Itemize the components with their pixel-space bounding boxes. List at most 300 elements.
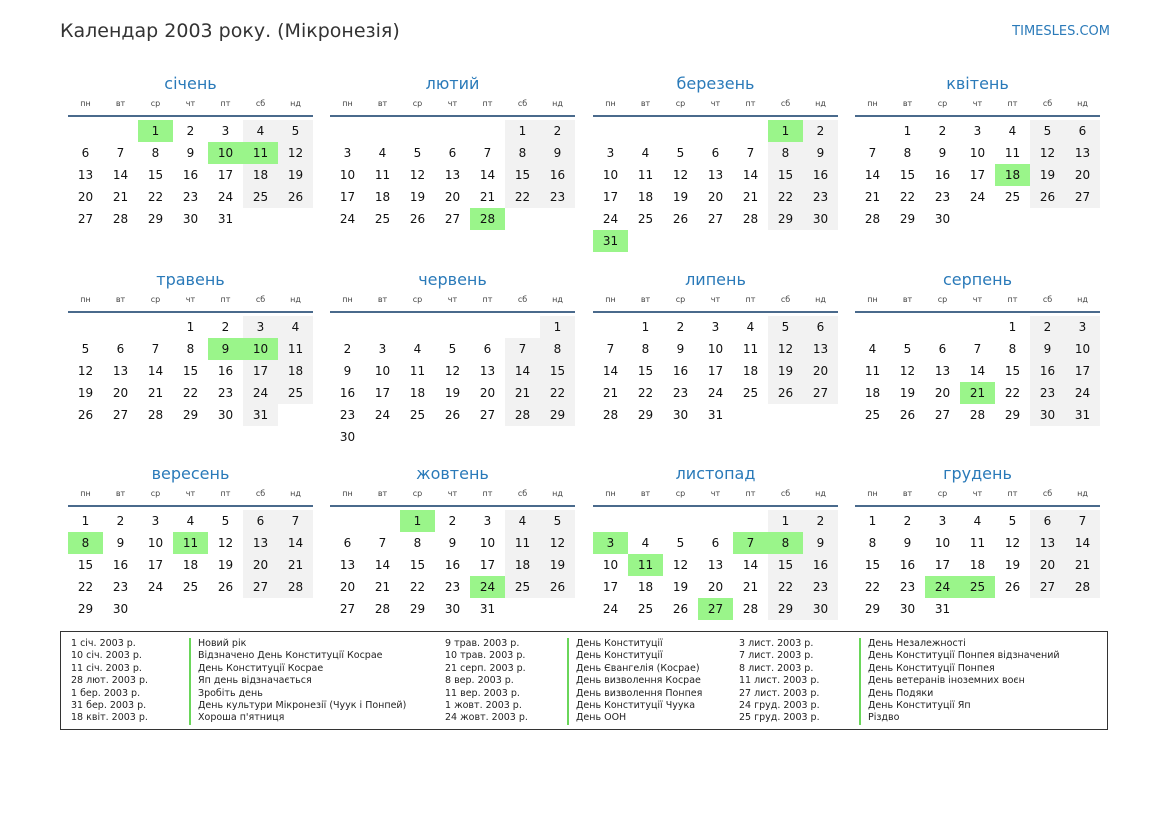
weekday-label: пн <box>342 99 353 108</box>
day-cell: 18 <box>409 386 426 400</box>
day-cell: 9 <box>903 536 912 550</box>
day-cell: 15 <box>147 168 164 182</box>
day-cell: 27 <box>243 576 278 598</box>
weekday-label: пн <box>867 99 878 108</box>
day-cell: 19 <box>409 190 426 204</box>
day-cell: 4 <box>746 320 755 334</box>
day-cell: 18 <box>243 164 278 186</box>
weekday-label: чт <box>185 295 196 304</box>
legend-date: 24 жовт. 2003 р. <box>445 712 528 724</box>
day-cell: 19 <box>1004 558 1021 572</box>
weekday-label: сб <box>517 295 528 304</box>
day-cell: 19 <box>444 386 461 400</box>
day-grid <box>68 316 313 426</box>
legend-names <box>859 638 1060 725</box>
day-cell: 5 <box>221 514 230 528</box>
header-divider <box>68 505 313 507</box>
day-cell: 18 <box>182 558 199 572</box>
weekday-header <box>855 487 1100 501</box>
day-cell: 29 <box>182 408 199 422</box>
day-cell: 22 <box>768 576 803 598</box>
day-cell: 23 <box>1030 382 1065 404</box>
day-cell: 3 <box>1065 316 1100 338</box>
day-cell: 17 <box>243 360 278 382</box>
weekday-label: чт <box>710 99 721 108</box>
legend-dates <box>739 638 820 725</box>
legend-holiday-name: День визволення Понпея <box>567 688 702 700</box>
day-cell: 21 <box>742 190 759 204</box>
holiday-day: 1 <box>768 120 803 142</box>
weekday-label: нд <box>815 295 826 304</box>
day-cell: 31 <box>217 212 234 226</box>
legend-holiday-name: День Подяки <box>859 688 1060 700</box>
day-cell: 3 <box>711 320 720 334</box>
day-cell: 11 <box>374 168 391 182</box>
day-cell: 3 <box>606 146 615 160</box>
day-cell: 1 <box>768 510 803 532</box>
day-cell: 5 <box>540 510 575 532</box>
day-cell: 5 <box>903 342 912 356</box>
day-cell: 28 <box>278 576 313 598</box>
day-cell: 12 <box>444 364 461 378</box>
day-cell: 4 <box>1008 124 1017 138</box>
day-cell: 24 <box>602 602 619 616</box>
day-cell: 7 <box>505 338 540 360</box>
day-cell: 9 <box>803 142 838 164</box>
legend-date: 31 бер. 2003 р. <box>71 699 147 711</box>
day-cell: 27 <box>479 408 496 422</box>
weekday-label: сб <box>255 295 266 304</box>
day-cell: 20 <box>707 190 724 204</box>
day-cell: 26 <box>540 576 575 598</box>
day-cell: 12 <box>217 536 234 550</box>
weekday-label: нд <box>815 99 826 108</box>
day-cell: 11 <box>278 338 313 360</box>
day-cell: 17 <box>602 580 619 594</box>
weekday-label: вт <box>115 489 126 498</box>
legend-date: 24 груд. 2003 р. <box>739 699 820 711</box>
day-cell: 1 <box>641 320 650 334</box>
weekday-label: пн <box>342 489 353 498</box>
day-cell: 16 <box>182 168 199 182</box>
legend-date: 10 трав. 2003 р. <box>445 650 526 662</box>
day-cell: 11 <box>1004 146 1021 160</box>
weekday-label: нд <box>290 99 301 108</box>
weekday-label: сб <box>780 489 791 498</box>
weekday-label: чт <box>972 489 983 498</box>
day-cell: 18 <box>864 386 881 400</box>
day-cell: 21 <box>479 190 496 204</box>
holiday-day: 27 <box>698 598 733 620</box>
empty-cell <box>435 120 470 142</box>
weekday-label: ср <box>937 489 948 498</box>
month-block <box>593 74 838 252</box>
day-cell: 24 <box>339 212 356 226</box>
weekday-label: вт <box>377 489 388 498</box>
month-block <box>68 270 313 426</box>
day-cell: 19 <box>672 190 689 204</box>
day-cell: 28 <box>969 408 986 422</box>
day-cell: 29 <box>768 208 803 230</box>
day-cell: 28 <box>864 212 881 226</box>
weekday-label: чт <box>447 99 458 108</box>
day-grid <box>855 510 1100 620</box>
day-cell: 23 <box>540 186 575 208</box>
day-cell: 10 <box>339 168 356 182</box>
weekday-label: пт <box>220 295 231 304</box>
empty-cell <box>365 120 400 142</box>
day-cell: 14 <box>374 558 391 572</box>
day-cell: 4 <box>641 536 650 550</box>
day-cell: 14 <box>864 168 881 182</box>
holiday-day: 1 <box>138 120 173 142</box>
legend-holiday-name: День Конституції <box>567 650 702 662</box>
day-cell: 5 <box>676 146 685 160</box>
header-divider <box>330 505 575 507</box>
month-block <box>330 270 575 448</box>
day-cell: 15 <box>182 364 199 378</box>
day-cell: 16 <box>899 558 916 572</box>
day-cell: 26 <box>1030 186 1065 208</box>
day-cell: 9 <box>186 146 195 160</box>
day-cell: 22 <box>182 386 199 400</box>
weekday-label: пт <box>1007 489 1018 498</box>
day-cell: 3 <box>938 514 947 528</box>
legend-holiday-name: День Конституції Косрае <box>189 663 406 675</box>
day-cell: 21 <box>278 554 313 576</box>
day-cell: 9 <box>540 142 575 164</box>
day-grid <box>330 316 575 448</box>
empty-cell <box>593 510 628 532</box>
empty-cell <box>103 120 138 142</box>
day-cell: 8 <box>413 536 422 550</box>
legend-date: 25 груд. 2003 р. <box>739 712 820 724</box>
day-cell: 25 <box>1004 190 1021 204</box>
month-block <box>855 464 1100 620</box>
day-cell: 26 <box>899 408 916 422</box>
empty-cell <box>470 316 505 338</box>
weekday-label: нд <box>1077 489 1088 498</box>
day-cell: 12 <box>278 142 313 164</box>
day-cell: 17 <box>934 558 951 572</box>
day-cell: 13 <box>339 558 356 572</box>
day-cell: 26 <box>672 212 689 226</box>
day-grid <box>855 120 1100 230</box>
legend-date: 3 лист. 2003 р. <box>739 638 814 649</box>
weekday-label: пн <box>342 295 353 304</box>
day-cell: 7 <box>116 146 125 160</box>
empty-cell <box>68 120 103 142</box>
legend-holiday-name: День визволення Косрае <box>567 675 702 687</box>
day-cell: 25 <box>505 576 540 598</box>
month-name: вересень <box>151 464 230 483</box>
day-cell: 5 <box>1030 120 1065 142</box>
weekday-label: пн <box>867 489 878 498</box>
day-cell: 13 <box>243 532 278 554</box>
day-cell: 4 <box>243 120 278 142</box>
day-cell: 4 <box>278 316 313 338</box>
day-cell: 14 <box>742 168 759 182</box>
day-cell: 24 <box>969 190 986 204</box>
day-cell: 19 <box>540 554 575 576</box>
day-cell: 6 <box>1065 120 1100 142</box>
weekday-label: пт <box>745 295 756 304</box>
weekday-label: ср <box>675 295 686 304</box>
day-cell: 19 <box>672 580 689 594</box>
day-cell: 13 <box>707 168 724 182</box>
weekday-label: сб <box>517 99 528 108</box>
holiday-legend <box>60 631 1108 730</box>
day-cell: 14 <box>147 364 164 378</box>
day-cell: 29 <box>899 212 916 226</box>
weekday-label: сб <box>517 489 528 498</box>
day-cell: 20 <box>243 554 278 576</box>
legend-holiday-name: День культури Мікронезії (Чуук і Понпей) <box>189 700 406 712</box>
day-cell: 22 <box>505 186 540 208</box>
day-cell: 25 <box>243 186 278 208</box>
weekday-label: нд <box>552 295 563 304</box>
day-cell: 25 <box>637 212 654 226</box>
day-cell: 1 <box>868 514 877 528</box>
day-cell: 6 <box>243 510 278 532</box>
month-block <box>593 464 838 620</box>
day-cell: 30 <box>803 598 838 620</box>
weekday-header <box>593 97 838 111</box>
day-cell: 23 <box>899 580 916 594</box>
day-cell: 26 <box>217 580 234 594</box>
day-cell: 16 <box>540 164 575 186</box>
day-cell: 30 <box>934 212 951 226</box>
day-cell: 28 <box>374 602 391 616</box>
day-cell: 16 <box>339 386 356 400</box>
day-cell: 6 <box>116 342 125 356</box>
day-cell: 4 <box>186 514 195 528</box>
day-cell: 25 <box>864 408 881 422</box>
month-block <box>855 74 1100 230</box>
weekday-label: пн <box>605 99 616 108</box>
day-cell: 1 <box>186 320 195 334</box>
day-cell: 5 <box>448 342 457 356</box>
day-cell: 25 <box>742 386 759 400</box>
day-cell: 9 <box>343 364 352 378</box>
empty-cell <box>435 316 470 338</box>
weekday-header <box>855 293 1100 307</box>
weekday-label: сб <box>1042 489 1053 498</box>
day-cell: 12 <box>1030 142 1065 164</box>
day-cell: 20 <box>112 386 129 400</box>
day-cell: 23 <box>934 190 951 204</box>
legend-date: 1 жовт. 2003 р. <box>445 699 522 711</box>
weekday-label: пн <box>605 295 616 304</box>
day-cell: 9 <box>448 536 457 550</box>
empty-cell <box>663 510 698 532</box>
legend-holiday-name: День Конституції Чуука <box>567 700 702 712</box>
weekday-header <box>855 97 1100 111</box>
weekday-label: ср <box>412 295 423 304</box>
day-cell: 27 <box>934 408 951 422</box>
month-block <box>68 464 313 620</box>
weekday-label: ср <box>150 99 161 108</box>
day-cell: 23 <box>339 408 356 422</box>
legend-date: 1 бер. 2003 р. <box>71 687 141 699</box>
header-divider <box>330 115 575 117</box>
month-name: січень <box>164 74 217 93</box>
weekday-label: пт <box>220 489 231 498</box>
day-cell: 16 <box>803 554 838 576</box>
weekday-label: пн <box>80 99 91 108</box>
empty-cell <box>365 510 400 532</box>
day-cell: 5 <box>413 146 422 160</box>
day-cell: 19 <box>77 386 94 400</box>
day-cell: 2 <box>803 120 838 142</box>
holiday-day: 31 <box>593 230 628 252</box>
header-divider <box>855 505 1100 507</box>
day-cell: 7 <box>151 342 160 356</box>
day-cell: 22 <box>1004 386 1021 400</box>
day-cell: 27 <box>707 212 724 226</box>
month-name: серпень <box>943 270 1012 289</box>
day-cell: 11 <box>637 168 654 182</box>
day-cell: 12 <box>672 168 689 182</box>
day-cell: 27 <box>339 602 356 616</box>
day-cell: 29 <box>864 602 881 616</box>
day-cell: 29 <box>768 598 803 620</box>
day-cell: 19 <box>217 558 234 572</box>
day-cell: 7 <box>278 510 313 532</box>
weekday-header <box>68 487 313 501</box>
day-cell: 24 <box>374 408 391 422</box>
day-cell: 9 <box>116 536 125 550</box>
legend-date: 1 січ. 2003 р. <box>71 638 136 649</box>
day-cell: 3 <box>343 146 352 160</box>
empty-cell <box>593 120 628 142</box>
empty-cell <box>68 316 103 338</box>
day-cell: 17 <box>602 190 619 204</box>
header-divider <box>593 505 838 507</box>
weekday-label: пт <box>1007 295 1018 304</box>
weekday-label: пт <box>745 489 756 498</box>
day-cell: 11 <box>742 342 759 356</box>
day-cell: 18 <box>637 580 654 594</box>
day-cell: 13 <box>444 168 461 182</box>
legend-holiday-name: День Незалежності <box>859 638 1060 650</box>
day-cell: 5 <box>278 120 313 142</box>
day-cell: 6 <box>448 146 457 160</box>
weekday-label: вт <box>902 99 913 108</box>
day-cell: 13 <box>112 364 129 378</box>
day-cell: 16 <box>803 164 838 186</box>
weekday-label: пн <box>80 489 91 498</box>
day-cell: 3 <box>151 514 160 528</box>
month-block <box>68 74 313 230</box>
empty-cell <box>365 316 400 338</box>
day-cell: 28 <box>602 408 619 422</box>
day-cell: 14 <box>1065 532 1100 554</box>
day-cell: 31 <box>934 602 951 616</box>
holiday-day: 11 <box>243 142 278 164</box>
day-cell: 26 <box>444 408 461 422</box>
day-cell: 25 <box>374 212 391 226</box>
day-cell: 9 <box>938 146 947 160</box>
day-cell: 11 <box>864 364 881 378</box>
site-link[interactable]: TIMESLES.COM <box>1012 24 1110 39</box>
day-cell: 31 <box>243 404 278 426</box>
empty-cell <box>733 510 768 532</box>
day-cell: 28 <box>1065 576 1100 598</box>
header-divider <box>68 311 313 313</box>
day-cell: 10 <box>479 536 496 550</box>
day-cell: 7 <box>1065 510 1100 532</box>
legend-holiday-name: Новий рік <box>189 638 406 650</box>
day-cell: 7 <box>868 146 877 160</box>
day-cell: 12 <box>899 364 916 378</box>
day-cell: 29 <box>637 408 654 422</box>
day-cell: 7 <box>973 342 982 356</box>
day-cell: 8 <box>540 338 575 360</box>
day-cell: 15 <box>864 558 881 572</box>
day-cell: 6 <box>711 536 720 550</box>
day-cell: 17 <box>147 558 164 572</box>
legend-date: 27 лист. 2003 р. <box>739 687 820 699</box>
day-cell: 14 <box>505 360 540 382</box>
day-cell: 6 <box>938 342 947 356</box>
day-cell: 13 <box>479 364 496 378</box>
weekday-label: вт <box>902 489 913 498</box>
day-cell: 17 <box>969 168 986 182</box>
day-cell: 7 <box>378 536 387 550</box>
weekday-header <box>593 293 838 307</box>
weekday-label: ср <box>150 489 161 498</box>
header-divider <box>68 115 313 117</box>
day-cell: 14 <box>969 364 986 378</box>
weekday-label: чт <box>972 295 983 304</box>
empty-cell <box>330 316 365 338</box>
day-cell: 1 <box>903 124 912 138</box>
day-cell: 17 <box>374 386 391 400</box>
day-cell: 12 <box>1004 536 1021 550</box>
day-cell: 8 <box>1008 342 1017 356</box>
day-cell: 2 <box>116 514 125 528</box>
empty-cell <box>400 316 435 338</box>
day-cell: 24 <box>217 190 234 204</box>
day-cell: 29 <box>147 212 164 226</box>
day-cell: 23 <box>217 386 234 400</box>
day-cell: 13 <box>1030 532 1065 554</box>
holiday-day: 24 <box>925 576 960 598</box>
day-cell: 27 <box>803 382 838 404</box>
day-cell: 27 <box>1030 576 1065 598</box>
month-name: квітень <box>946 74 1009 93</box>
weekday-label: чт <box>710 489 721 498</box>
day-cell: 12 <box>768 338 803 360</box>
day-cell: 30 <box>217 408 234 422</box>
day-cell: 27 <box>444 212 461 226</box>
weekday-label: нд <box>1077 295 1088 304</box>
month-block <box>855 270 1100 426</box>
day-cell: 21 <box>112 190 129 204</box>
empty-cell <box>855 316 890 338</box>
weekday-label: вт <box>902 295 913 304</box>
day-cell: 17 <box>217 168 234 182</box>
day-cell: 6 <box>711 146 720 160</box>
day-cell: 30 <box>1030 404 1065 426</box>
day-cell: 20 <box>707 580 724 594</box>
day-cell: 7 <box>483 146 492 160</box>
day-cell: 20 <box>1030 554 1065 576</box>
month-name: жовтень <box>416 464 489 483</box>
legend-date: 8 вер. 2003 р. <box>445 675 514 687</box>
day-cell: 15 <box>409 558 426 572</box>
